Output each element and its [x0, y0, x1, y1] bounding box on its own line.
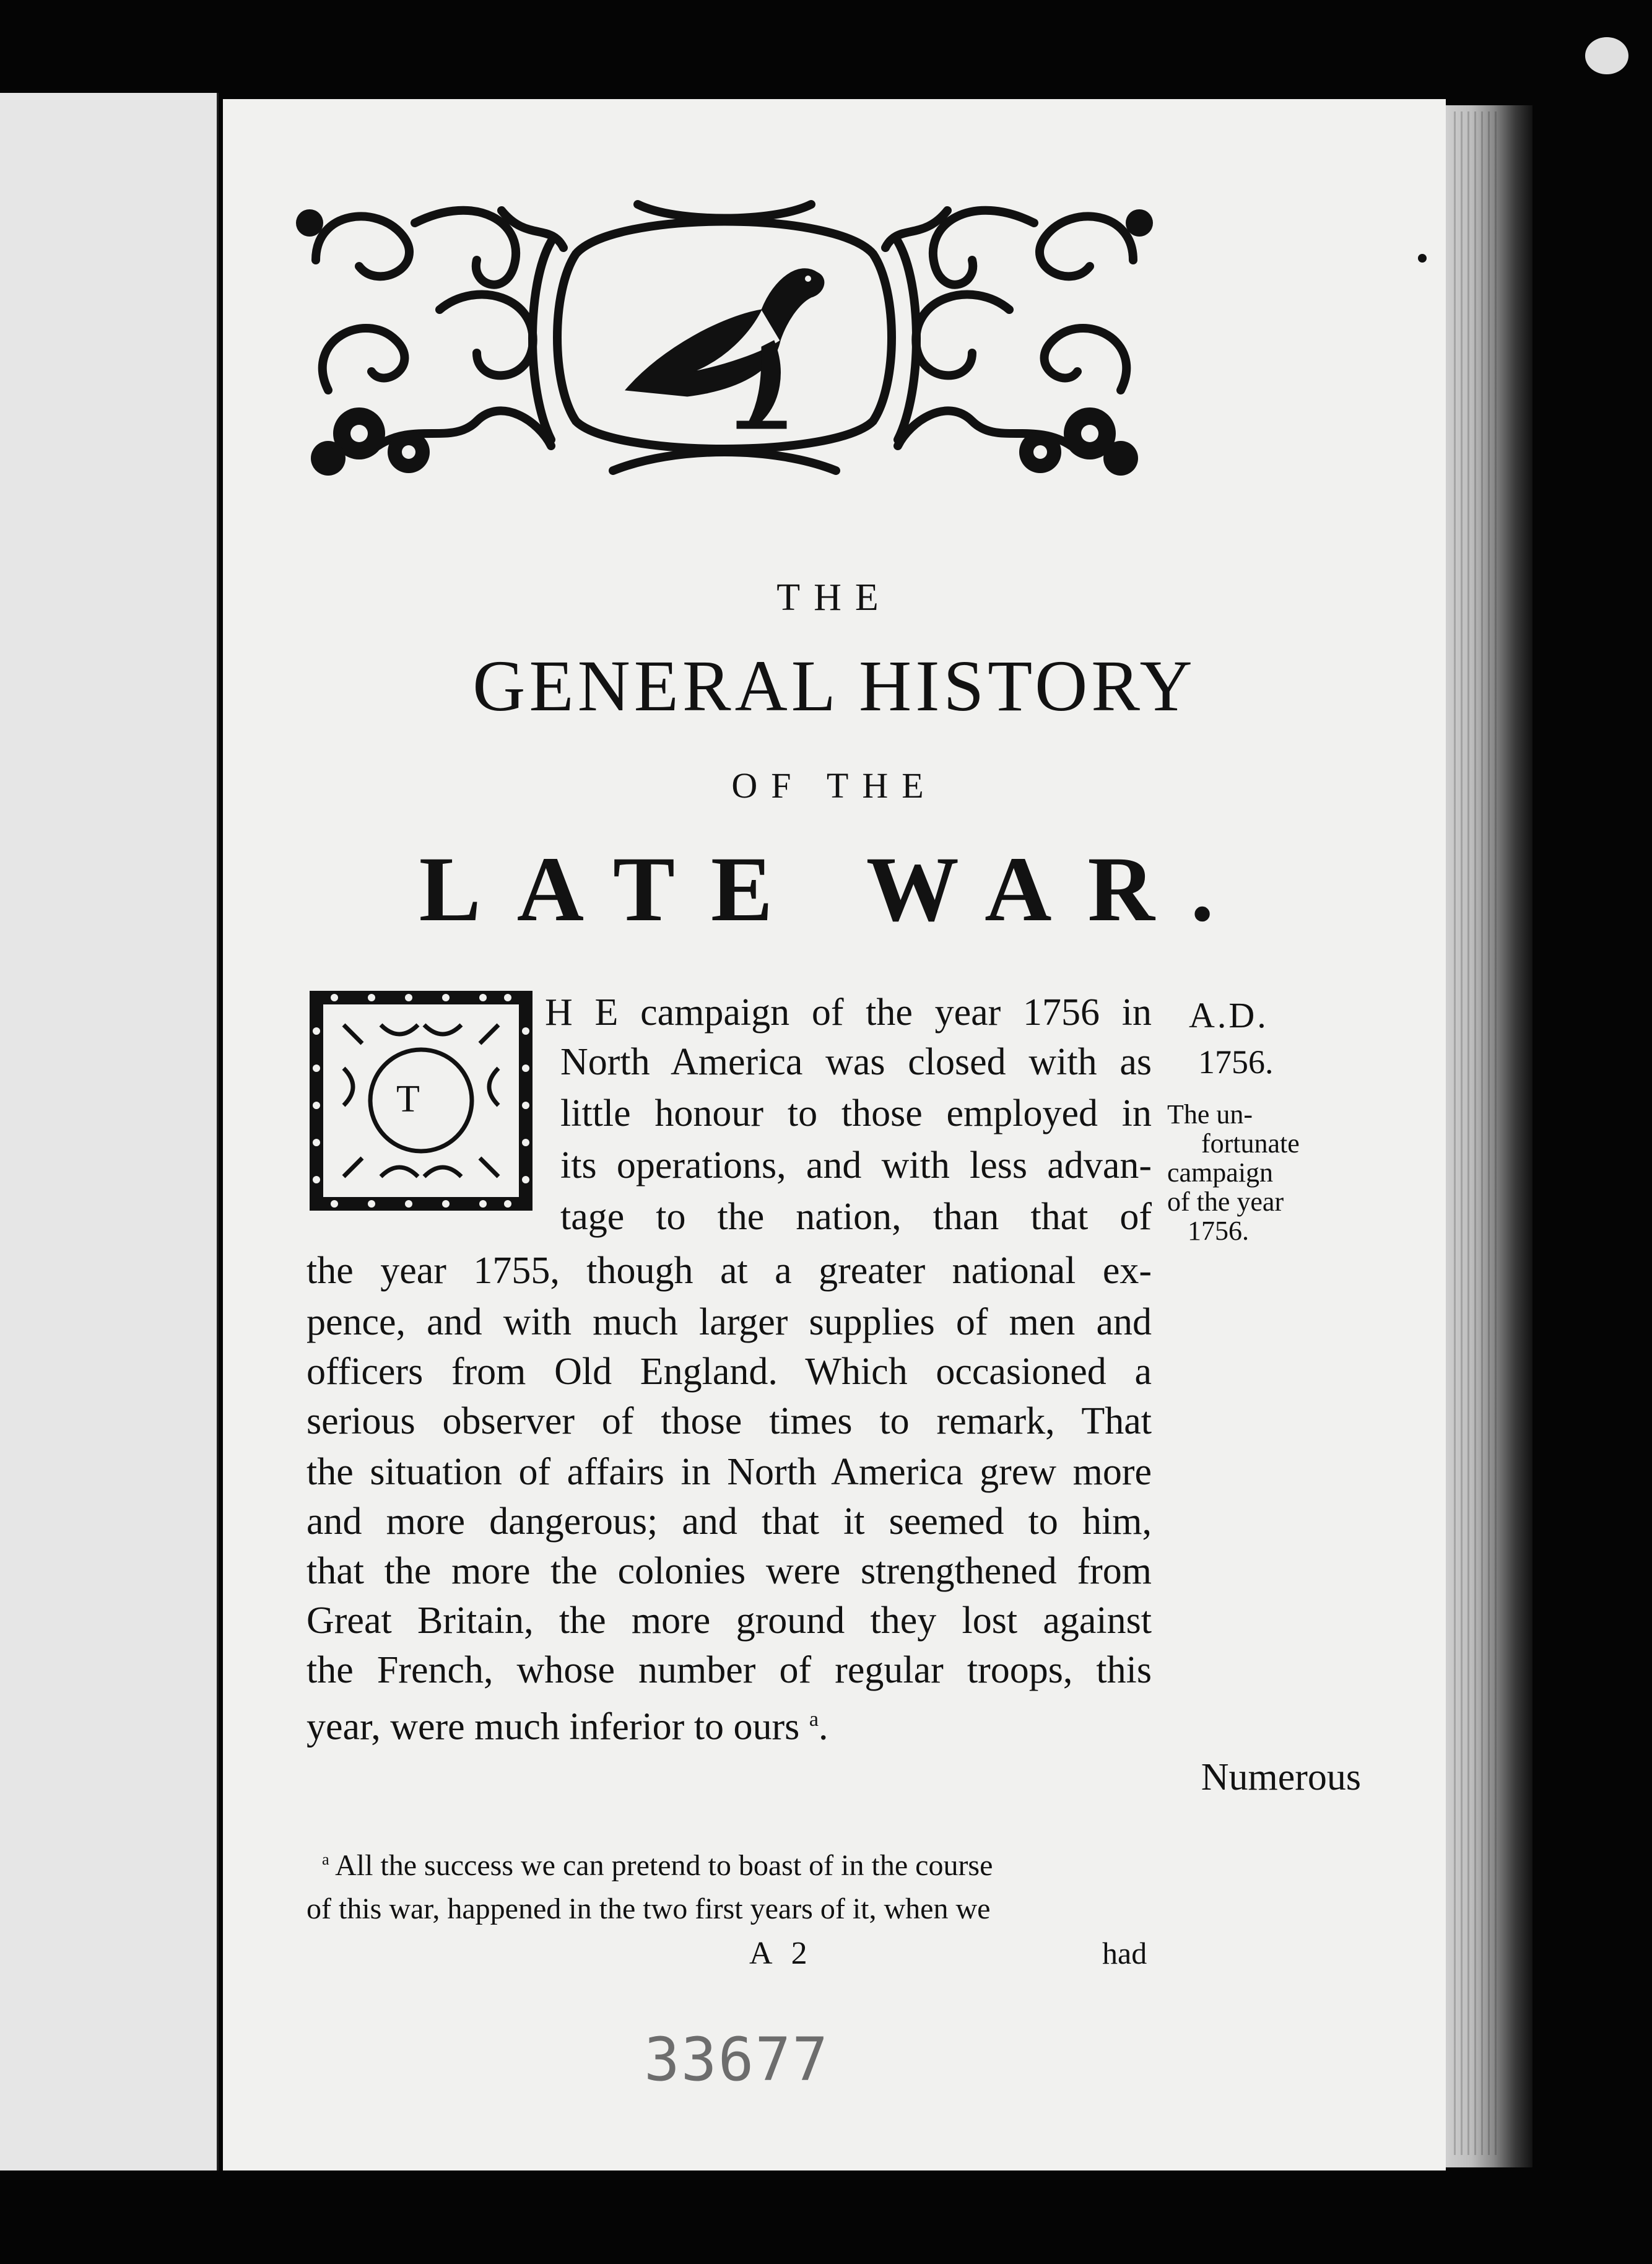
decorative-initial-frame — [306, 988, 536, 1214]
body-line-9: serious observer of those times to remark, That — [306, 1400, 1152, 1442]
facing-page — [0, 93, 219, 2170]
body-line-10: the situation of affairs in North America grew more — [306, 1451, 1152, 1493]
scan-speck — [1418, 254, 1427, 263]
footnote-marker: a — [322, 1850, 329, 1868]
library-stamp: 33677 — [644, 2025, 829, 2094]
body-line-4: its operations, and with less advan- — [560, 1144, 1152, 1186]
margin-anno-domini: A.D. — [1189, 995, 1269, 1035]
dropcap-letter: T — [396, 1078, 420, 1120]
footnote-reference: a — [809, 1708, 819, 1731]
title-the: THE — [776, 577, 892, 619]
body-line-5: tage to the nation, than that of — [560, 1196, 1152, 1238]
title-of-the: OF THE — [731, 765, 937, 806]
body-line-3: little honour to those employed in — [560, 1092, 1152, 1134]
scan-speck — [1585, 37, 1628, 74]
footnote-line-1-text: All the success we can pretend to boast of in the course — [335, 1849, 993, 1882]
margin-note-line-4: of the year — [1167, 1186, 1284, 1217]
body-line-7: pence, and with much larger supplies of men and — [306, 1301, 1152, 1343]
body-line-12: that the more the colonies were strengthened from — [306, 1550, 1152, 1592]
margin-note-line-1: The un- — [1167, 1099, 1253, 1130]
title-general-history: GENERAL HISTORY — [472, 645, 1196, 726]
body-line-15: year, were much inferior to ours $^a$. — [306, 1705, 828, 1748]
page-edge-lines — [1454, 111, 1497, 2155]
margin-note-line-2: fortunate — [1201, 1128, 1300, 1159]
bleed-through-text — [6, 204, 211, 2248]
footnote-line-1 — [322, 1848, 993, 1883]
body-line-8: officers from Old England. Which occasioned a — [306, 1351, 1152, 1393]
margin-year: 1756. — [1198, 1043, 1274, 1081]
body-line-1: H E campaign of the year 1756 in — [545, 991, 1152, 1034]
body-line-6: the year 1755, though at a greater national ex- — [306, 1250, 1152, 1292]
catchword: Numerous — [1201, 1756, 1361, 1798]
footnote-line-2: of this war, happened in the two first years of it, when we — [306, 1892, 991, 1925]
body-line-2: North America was closed with as — [560, 1041, 1152, 1083]
margin-note-line-5: 1756. — [1188, 1216, 1249, 1246]
body-line-13: Great Britain, the more ground they lost against — [306, 1600, 1152, 1642]
title-late-war: LATE WAR. — [419, 838, 1250, 941]
body-line-14: the French, whose number of regular troops, this — [306, 1649, 1152, 1691]
footnote-catchword: had — [1102, 1936, 1147, 1970]
body-line-11: and more dangerous; and that it seemed to him, — [306, 1500, 1152, 1543]
body-line-15-text: year, were much inferior to ours — [306, 1705, 800, 1748]
margin-note-line-3: campaign — [1167, 1157, 1274, 1188]
signature-mark: A 2 — [749, 1936, 814, 1971]
headpiece-ornament — [291, 186, 1158, 486]
